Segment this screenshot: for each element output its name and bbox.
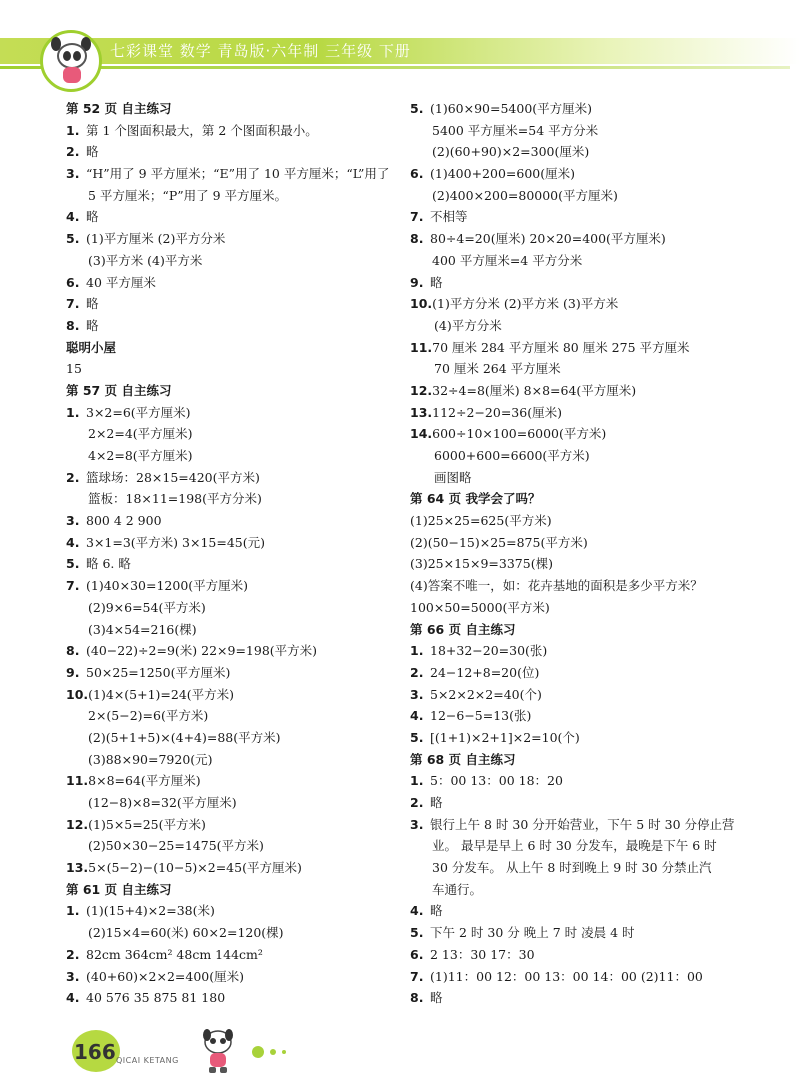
answer-item [66,814,396,836]
item-text: (1)11：00 12：00 13：00 14：00 (2)11：00 [430,968,703,984]
item-number: 7. [410,209,424,225]
item-number: 7. [66,578,80,594]
answer-continuation: 画图略 [434,469,472,485]
answer-continuation: 30 分发车。 从上午 8 时到晚上 9 时 30 分禁止汽 [432,860,712,876]
mascot-badge [40,30,102,92]
item-number: 7. [66,296,80,312]
item-number: 3. [66,513,80,529]
item-text: 112÷2−20=36(厘米) [432,404,562,420]
item-number: 1. [66,404,80,420]
answer-continuation: 2×(5−2)=6(平方米) [88,708,209,724]
answer-item [66,163,396,185]
answer-item [410,900,740,922]
page-header [0,0,800,100]
item-number: 5. [66,556,80,572]
section-heading: 第 52 页 自主练习 [66,101,172,116]
answer-continuation: (12−8)×8=32(平方厘米) [88,795,237,810]
answer-item [410,206,740,228]
item-number: 5. [410,729,424,745]
item-text: 80÷4=20(厘米) 20×20=400(平方厘米) [430,231,666,247]
answer-item [410,640,740,662]
item-text: 50×25=1250(平方厘米) [86,664,231,680]
item-number: 1. [410,643,424,659]
answer-item [66,575,396,597]
item-number: 9. [410,274,424,290]
answer-item [410,163,740,185]
page-number: 166 [74,1040,116,1064]
item-text: 40 平方厘米 [86,274,156,290]
item-text: 32÷4=8(厘米) 8×8=64(平方厘米) [432,382,637,398]
answer-item [66,770,396,792]
answer-continuation: 4×2=8(平方厘米) [88,448,193,463]
item-text: (1)平方分米 (2)平方米 (3)平方米 [432,296,619,312]
item-text: (40+60)×2×2=400(厘米) [86,968,244,984]
item-text: (1)平方厘米 (2)平方分米 [86,231,226,247]
answer-item [410,402,740,424]
item-number: 3. [66,166,80,182]
answer-item [410,684,740,706]
item-text: 略 [430,795,443,810]
header-rule [0,66,790,69]
item-number: 4. [66,990,80,1006]
item-number: 2. [66,469,80,485]
answer-item [66,532,396,554]
item-text: 5：00 13：00 18：20 [430,773,563,789]
answer-item [66,900,396,922]
item-text: 略 [430,990,443,1006]
answer-continuation: (2)400×200=80000(平方厘米) [432,187,618,203]
answer-item [410,966,740,988]
answer-continuation: (2)(60+90)×2=300(厘米) [432,144,590,160]
answer-item [410,662,740,684]
answer-line: (4)答案不唯一，如：花卉基地的面积是多少平方米？ [410,578,703,594]
answer-item [410,727,740,749]
answer-item [410,98,740,120]
item-number: 10. [66,686,89,702]
answer-continuation: (2)(5+1+5)×(4+4)=88(平方米) [88,729,281,745]
item-text: [(1+1)×2+1]×2=10(个) [430,729,580,745]
item-number: 5. [66,231,80,247]
item-number: 9. [66,664,80,680]
item-number: 3. [410,686,424,702]
answer-continuation: (2)9×6=54(平方米) [88,599,206,615]
item-number: 4. [410,903,424,919]
section-heading: 第 57 页 自主练习 [66,382,172,398]
item-number: 5. [410,925,424,941]
item-number: 11. [410,339,433,355]
item-text: (1)4×(5+1)=24(平方米) [88,686,235,702]
item-number: 14. [410,426,433,442]
item-text: 略 [430,274,443,290]
item-text: 18+32−20=30(张) [430,643,548,659]
answer-continuation: 400 平方厘米=4 平方分米 [432,252,583,268]
answer-continuation: (3)平方米 (4)平方米 [88,252,203,268]
item-number: 2. [410,664,424,680]
item-number: 4. [66,209,80,225]
answer-item [66,640,396,662]
item-number: 3. [66,968,80,984]
left-column [66,98,396,1009]
item-text: 银行上午 8 时 30 分开始营业，下午 5 时 30 分停止营 [430,816,735,832]
item-number: 8. [66,643,80,659]
mascot-icon [198,1026,238,1076]
answer-line: (2)(50−15)×25=875(平方米) [410,534,588,550]
answer-continuation: (3)88×90=7920(元) [88,751,213,767]
item-number: 6. [410,946,424,962]
mascot-body-icon [63,67,81,83]
answer-continuation: (4)平方分米 [434,317,502,333]
answer-continuation: 业。 最早是早上 6 时 30 分发车，最晚是下午 6 时 [432,838,717,854]
item-text: 82cm 364cm² 48cm 144cm² [86,946,263,962]
answer-item [66,662,396,684]
item-text: (1)60×90=5400(平方厘米) [430,101,593,116]
answer-item [66,467,396,489]
answer-item [66,684,396,706]
item-number: 1. [66,903,80,919]
answer-continuation: 70 厘米 264 平方厘米 [434,361,561,377]
item-text: (1)40×30=1200(平方厘米) [86,578,249,594]
item-text: “H”用了 9 平方厘米；“E”用了 10 平方厘米；“L”用了 [86,166,390,182]
item-number: 6. [66,274,80,290]
answer-item [66,966,396,988]
answer-continuation: 2×2=4(平方厘米) [88,426,193,442]
section-heading: 聪明小屋 [66,339,117,355]
answer-continuation: 篮板：18×11=198(平方分米) [88,491,262,507]
item-text: 不相等 [430,209,468,225]
item-text: 篮球场：28×15=420(平方米) [86,469,260,485]
answer-item [66,944,396,966]
item-text: 5×2×2×2=40(个) [430,686,542,702]
decor-dot-icon [270,1049,276,1055]
answer-item [66,510,396,532]
answer-item [66,141,396,163]
answer-item [66,315,396,337]
answer-item [66,987,396,1009]
answer-item [410,423,740,445]
right-column [410,98,740,1009]
item-number: 13. [66,860,89,876]
item-text: 3×2=6(平方厘米) [86,404,191,420]
item-text: (40−22)÷2=9(米) 22×9=198(平方米) [86,643,318,659]
item-number: 1. [66,122,80,138]
item-text: (1)(15+4)×2=38(米) [86,903,215,919]
answer-item [66,402,396,424]
answer-continuation: (2)15×4=60(米) 60×2=120(棵) [88,925,284,941]
answer-item [410,814,740,836]
answer-item [410,770,740,792]
item-text: 24−12+8=20(位) [430,664,540,680]
item-number: 12. [410,382,433,398]
item-text: 12−6−5=13(张) [430,708,532,724]
item-text: 800 4 2 900 [86,513,162,529]
item-text: 2 13：30 17：30 [430,946,535,962]
item-text: 第 1 个图面积最大，第 2 个图面积最小。 [86,122,318,138]
section-heading: 第 64 页 我学会了吗？ [410,491,541,507]
item-text: 下午 2 时 30 分 晚上 7 时 凌晨 4 时 [430,925,635,941]
item-text: 70 厘米 284 平方厘米 80 厘米 275 平方厘米 [432,339,690,355]
item-text: (1)400+200=600(厘米) [430,166,575,182]
item-text: 略 [86,317,99,333]
answer-item [410,380,740,402]
item-number: 7. [410,968,424,984]
item-number: 2. [410,795,424,810]
item-number: 2. [66,144,80,160]
item-text: 5×(5−2)−(10−5)×2=45(平方厘米) [88,860,302,876]
answer-item [66,206,396,228]
answer-line: (1)25×25=625(平方米) [410,513,552,529]
answer-line: 100×50=5000(平方米) [410,599,550,615]
answer-item [66,857,396,879]
answer-line: 15 [66,361,82,377]
item-number: 5. [410,101,424,116]
item-number: 1. [410,773,424,789]
answer-continuation: 6000+600=6600(平方米) [434,448,590,463]
section-heading: 第 61 页 自主练习 [66,881,172,897]
answer-item [410,293,740,315]
answer-continuation: 车通行。 [432,881,483,897]
item-text: 略 [86,296,99,312]
page-footer [0,1020,800,1081]
answer-item [66,228,396,250]
item-text: 略 [86,144,99,160]
item-number: 3. [410,816,424,832]
item-text: (1)5×5=25(平方米) [88,816,206,832]
item-text: 3×1=3(平方米) 3×15=45(元) [86,534,265,550]
item-number: 8. [410,231,424,247]
answer-continuation: 5 平方厘米；“P”用了 9 平方厘米。 [88,187,288,203]
item-number: 8. [66,317,80,333]
answer-item [66,272,396,294]
decor-dot-icon [252,1046,264,1058]
item-text: 略 6. 略 [86,556,131,572]
brand-text: QICAI KETANG [116,1056,179,1065]
answer-item [410,228,740,250]
item-number: 11. [66,773,89,789]
answer-item [66,120,396,142]
item-text: 40 576 35 875 81 180 [86,990,226,1006]
section-heading: 第 68 页 自主练习 [410,751,516,767]
item-text: 略 [86,209,99,225]
item-text: 600÷10×100=6000(平方米) [432,426,607,442]
answer-item [66,553,396,575]
answer-item [66,293,396,315]
answer-continuation: (3)4×54=216(棵) [88,621,197,637]
item-number: 12. [66,816,89,832]
item-number: 4. [66,534,80,550]
answer-continuation: (2)50×30−25=1475(平方米) [88,838,264,854]
item-number: 4. [410,708,424,724]
answer-item [410,944,740,966]
mascot-icon [57,43,87,69]
item-text: 8×8=64(平方厘米) [88,773,201,789]
answer-item [410,922,740,944]
answer-item [410,792,740,814]
item-number: 8. [410,990,424,1006]
item-number: 10. [410,296,433,312]
answer-item [410,272,740,294]
answer-continuation: 5400 平方厘米=54 平方分米 [432,122,599,138]
item-number: 2. [66,946,80,962]
section-heading: 第 66 页 自主练习 [410,621,516,637]
item-text: 略 [430,903,443,919]
answer-line: (3)25×15×9=3375(棵) [410,556,553,572]
item-number: 6. [410,166,424,182]
answer-item [410,705,740,727]
item-number: 13. [410,404,433,420]
header-title: 七彩课堂 数学 青岛版·六年制 三年级 下册 [110,42,411,60]
answer-item [410,337,740,359]
decor-dot-icon [282,1050,286,1054]
answer-item [410,987,740,1009]
